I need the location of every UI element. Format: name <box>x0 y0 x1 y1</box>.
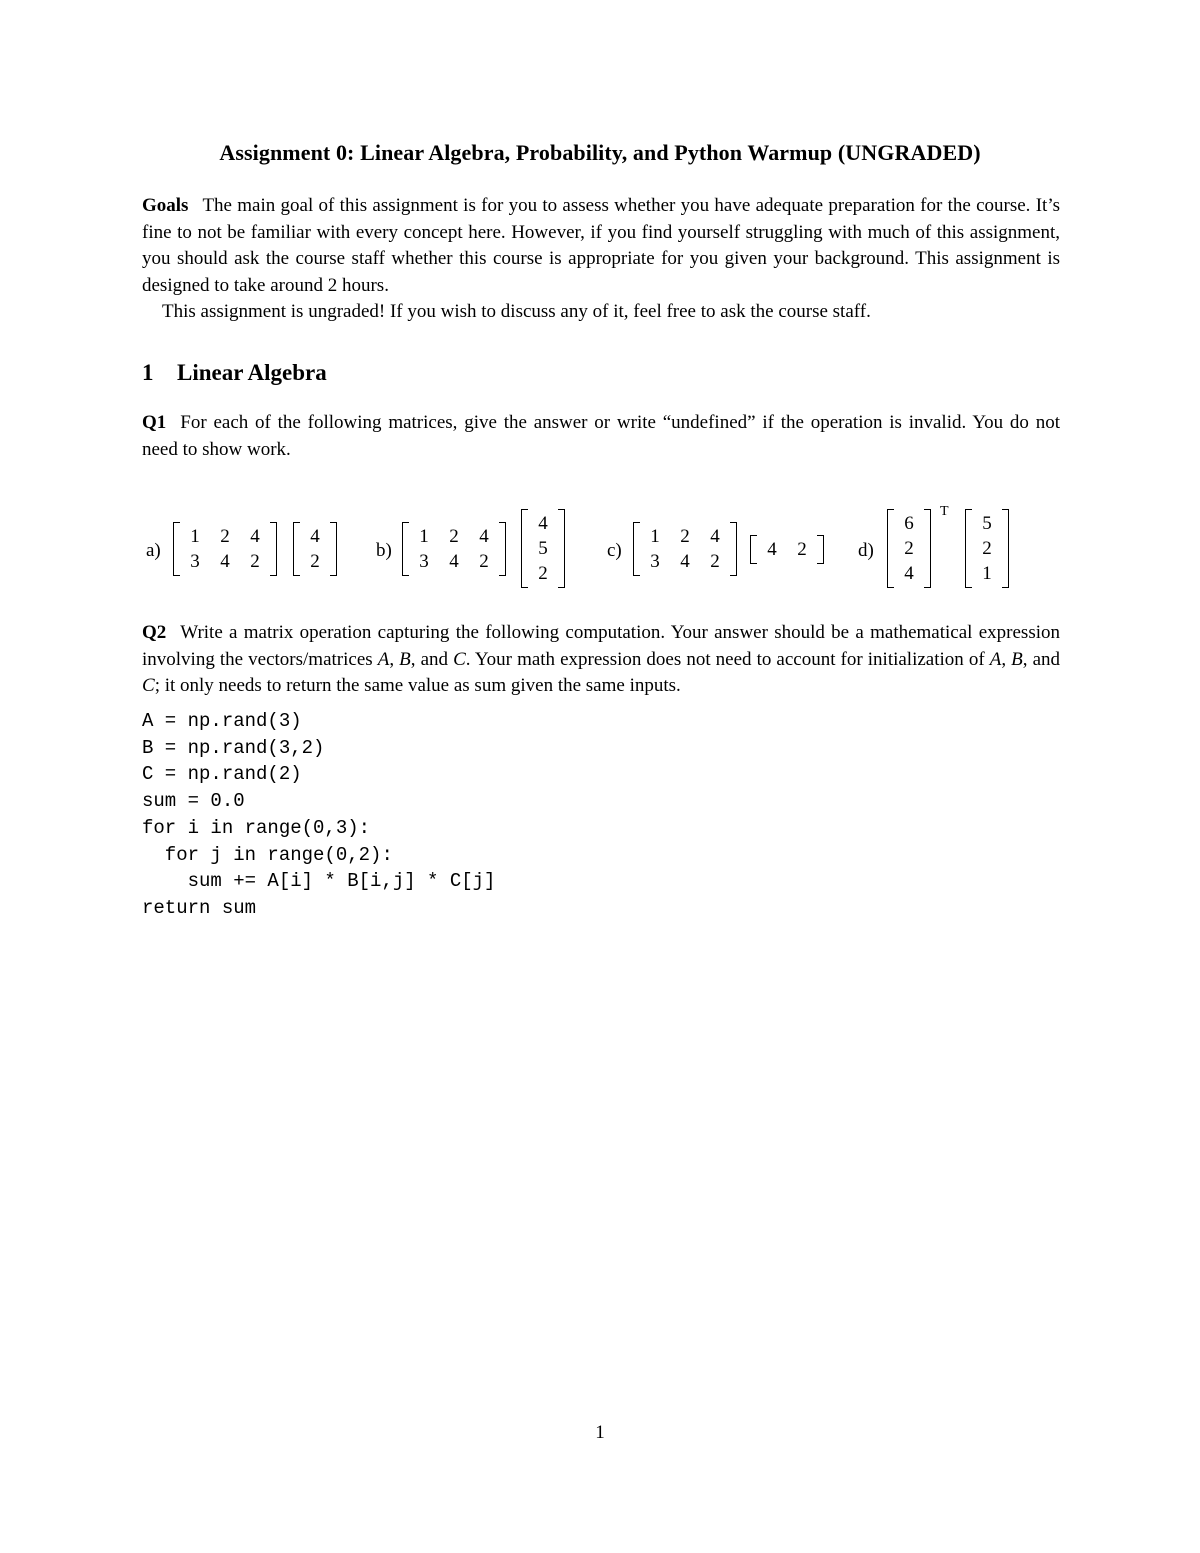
section-title: Linear Algebra <box>177 360 327 385</box>
matrix-cell: 2 <box>250 551 260 572</box>
var-b-2: B <box>1011 648 1023 670</box>
problem-b-right-matrix <box>521 509 565 588</box>
matrix-cell: 3 <box>419 551 429 572</box>
matrix-cell: 4 <box>710 526 720 547</box>
problem-a-right-matrix <box>293 522 337 576</box>
code-line: return sum <box>142 896 257 919</box>
matrix-cell: 4 <box>538 513 548 534</box>
problem-b-label: b) <box>376 540 392 561</box>
code-line: for i in range(0,3): <box>142 816 371 839</box>
q2-label: Q2 <box>142 622 167 643</box>
problem-b-left-matrix <box>402 522 506 576</box>
problem-c-right-matrix <box>750 535 824 564</box>
matrix-cell: 1 <box>982 563 992 584</box>
problem-a-label: a) <box>146 540 161 561</box>
matrix-cell: 2 <box>538 563 548 584</box>
matrix-cell: 3 <box>190 551 200 572</box>
goals-label: Goals <box>142 195 189 216</box>
matrix-cell: 4 <box>310 526 320 547</box>
matrix-cell: 2 <box>680 526 690 547</box>
matrix-problems <box>0 500 1200 600</box>
code-line: sum = 0.0 <box>142 790 245 813</box>
code-line: B = np.rand(3,2) <box>142 736 325 759</box>
q1-text: For each of the following matrices, give the answer or write “undefined” if the operation is invalid. You do not need to show work. <box>142 412 1060 460</box>
matrix-cell: 1 <box>419 526 429 547</box>
code-line: A = np.rand(3) <box>142 710 302 732</box>
matrix-cell: 2 <box>710 551 720 572</box>
matrix-cell: 4 <box>449 551 459 572</box>
q1-paragraph <box>142 410 1060 463</box>
goals-paragraph <box>142 193 1060 299</box>
section-number: 1 <box>142 360 154 385</box>
q2-text-2: . Your math expression does not need to account for initialization of <box>465 648 990 670</box>
var-c-2: C <box>142 675 155 696</box>
q2-paragraph: Q2 Write a matrix operation capturing the following computation. Your answer should be a mathematical expression involving the vectors/matrices A, B, and C. Your math expression does not need to account for initialization of A, B, and C; it only needs to return the same value as sum given the same inputs. <box>142 622 1061 696</box>
problem-c-left-matrix <box>633 522 737 576</box>
matrix-cell: 5 <box>982 513 992 534</box>
ungraded-note: This assignment is ungraded! If you wish to discuss any of it, feel free to ask the course staff. <box>162 301 871 322</box>
q2-text-3: ; it only needs to return the same value as sum given the same inputs. <box>154 675 681 696</box>
var-a: A <box>377 648 390 670</box>
matrix-cell: 5 <box>538 538 548 559</box>
matrix-cell: 4 <box>479 526 489 547</box>
matrix-cell: 1 <box>650 526 660 547</box>
matrix-cell: 2 <box>449 526 459 547</box>
matrix-cell: 4 <box>220 551 230 572</box>
code-line: sum += A[i] * B[i,j] * C[j] <box>142 870 496 893</box>
matrix-cell: 2 <box>982 538 992 559</box>
document-title: Assignment 0: Linear Algebra, Probability, and Python Warmup (UNGRADED) <box>219 140 981 165</box>
q1-label: Q1 <box>142 412 167 433</box>
matrix-cell: 2 <box>220 526 230 547</box>
problem-d-label: d) <box>858 540 874 561</box>
var-c: C <box>453 648 466 670</box>
q2-text-1: Write a matrix operation capturing the following computation. Your answer should be a mathematical expression involving the vectors/matrices <box>142 622 1060 670</box>
matrix-cell: 4 <box>904 563 914 584</box>
matrix-cell: 4 <box>250 526 260 547</box>
problem-d-left-matrix <box>887 509 931 588</box>
problem-c-label: c) <box>607 540 622 561</box>
matrix-cell: 1 <box>190 526 200 547</box>
matrix-cell: 2 <box>310 551 320 572</box>
matrix-cell: 4 <box>680 551 690 572</box>
section-heading <box>142 360 327 386</box>
code-block <box>142 708 495 922</box>
transpose-symbol: T <box>940 504 949 519</box>
var-b: B <box>399 648 411 670</box>
matrix-cell: 6 <box>904 513 914 534</box>
matrix-cell: 2 <box>797 539 807 560</box>
code-line: for j in range(0,2): <box>142 843 393 866</box>
code-line: C = np.rand(2) <box>142 763 302 786</box>
problem-a-left-matrix <box>173 522 277 576</box>
var-a-2: A <box>989 648 1002 670</box>
page-number: 1 <box>595 1422 605 1443</box>
matrix-cell: 4 <box>767 539 777 560</box>
goals-text: The main goal of this assignment is for you to assess whether you have adequate preparation for the course. It’s fine to not be familiar with every concept here. However, if you find yourself struggling with much of this assignment, you should ask the course staff whether this course is appropriate for you given your background. This assignment is designed to take around 2 hours. <box>142 195 1060 296</box>
matrix-cell: 2 <box>904 538 914 559</box>
matrix-cell: 2 <box>479 551 489 572</box>
problem-d-right-matrix <box>965 509 1009 588</box>
matrix-cell: 3 <box>650 551 660 572</box>
